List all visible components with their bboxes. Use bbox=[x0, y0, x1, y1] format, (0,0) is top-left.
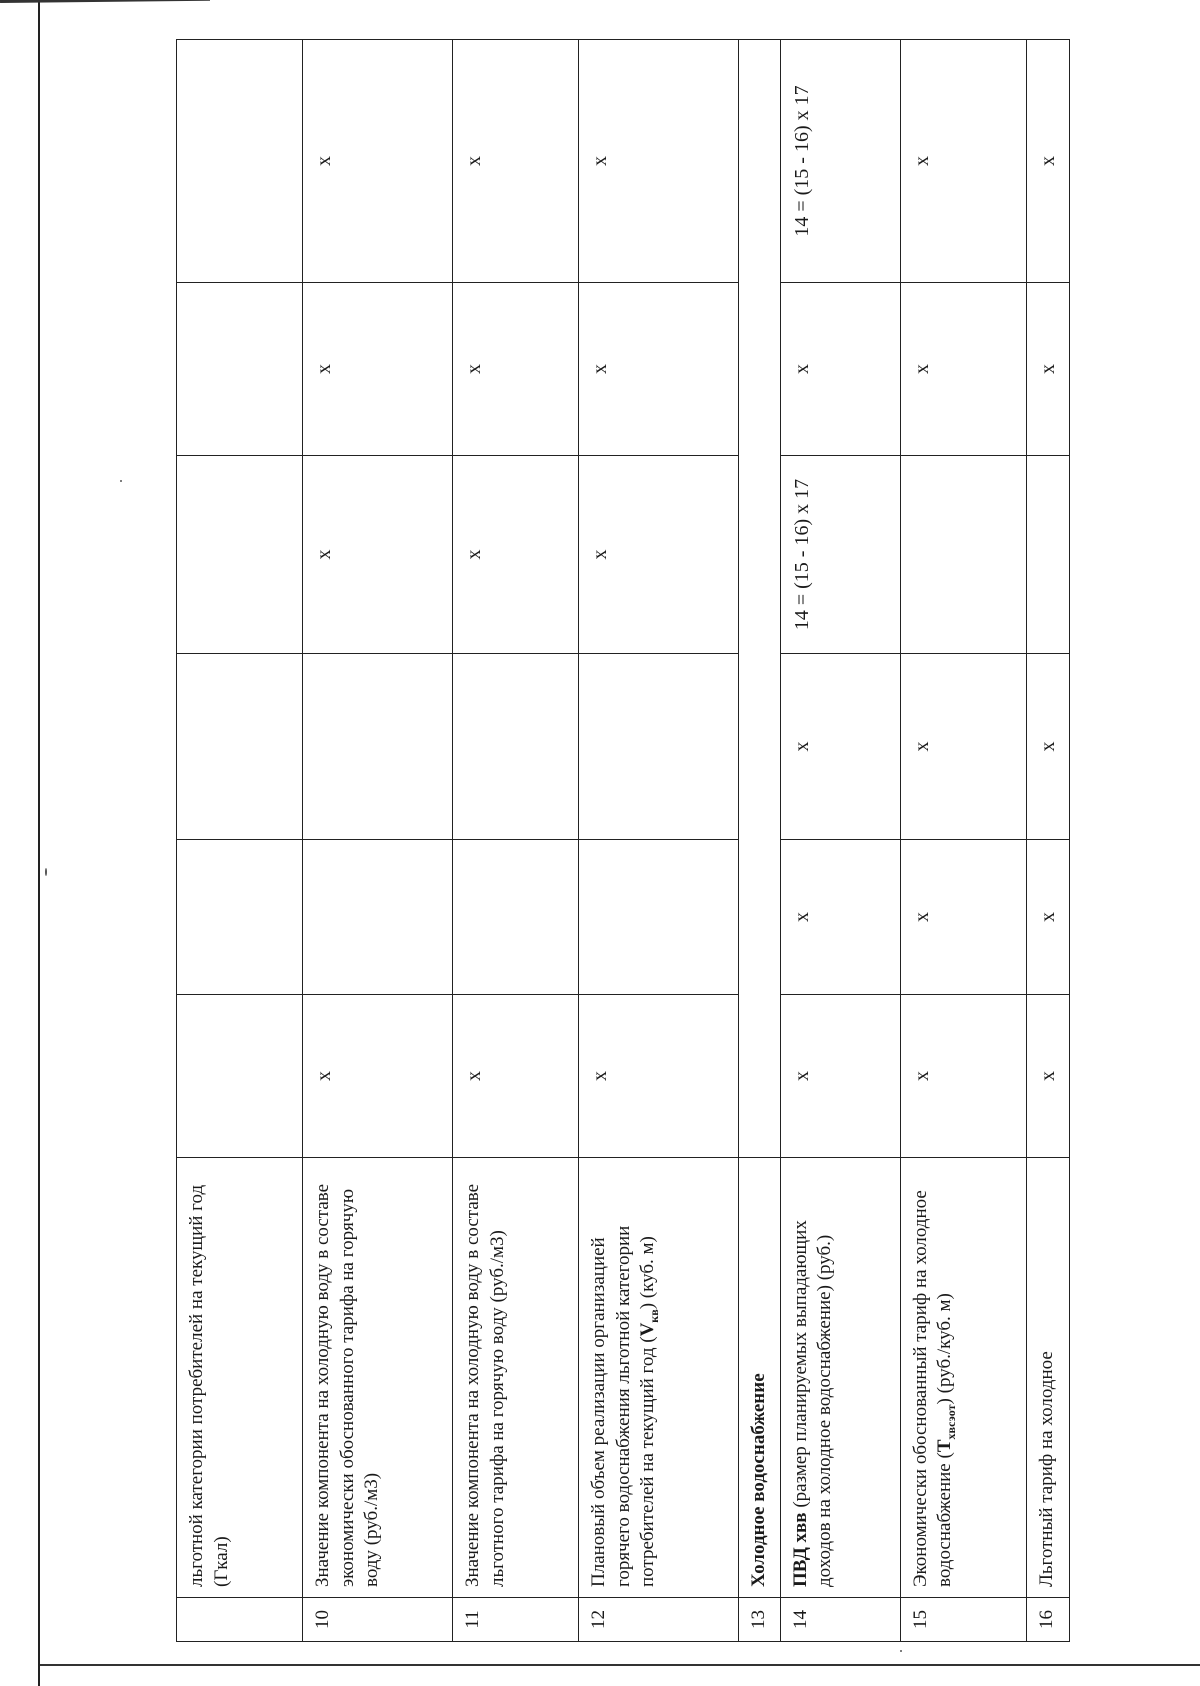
table-cell bbox=[579, 654, 739, 840]
table-cell: х bbox=[900, 654, 1026, 840]
row-description: Значение компонента на холодную воду в составе льготного тарифа на горячую воду (руб./м3) bbox=[453, 1158, 579, 1598]
table-row bbox=[900, 40, 1026, 1642]
row-number: 15 bbox=[900, 1598, 1026, 1642]
table-cell bbox=[177, 840, 303, 995]
symbol-subscript: хвсэот bbox=[944, 1404, 959, 1440]
row-number bbox=[177, 1598, 303, 1642]
table-cell bbox=[453, 840, 579, 995]
section-row bbox=[739, 40, 781, 1642]
table-cell: х bbox=[780, 995, 900, 1158]
table-cell: х bbox=[453, 995, 579, 1158]
table-cell: х bbox=[453, 40, 579, 283]
table-cell bbox=[177, 40, 303, 283]
section-title: Холодное водоснабжение bbox=[739, 1158, 781, 1598]
table-cell: х bbox=[579, 40, 739, 283]
table-cell: х bbox=[900, 840, 1026, 995]
row-number: 14 bbox=[780, 1598, 900, 1642]
table-cell: х bbox=[1026, 40, 1069, 283]
table-cell bbox=[900, 456, 1026, 654]
table-cell: х bbox=[1026, 283, 1069, 456]
symbol-bold: ПВД хвв bbox=[789, 1512, 811, 1587]
table-cell bbox=[177, 654, 303, 840]
table-cell: х bbox=[1026, 654, 1069, 840]
table-row bbox=[579, 40, 739, 1642]
table-cell: х bbox=[900, 283, 1026, 456]
table-cell bbox=[303, 840, 453, 995]
table-cell: х bbox=[453, 283, 579, 456]
table-cell: х bbox=[780, 654, 900, 840]
row-description: Льготный тариф на холодное bbox=[1026, 1158, 1069, 1598]
table-row bbox=[1026, 40, 1069, 1642]
table-row bbox=[453, 40, 579, 1642]
row-description: Значение компонента на холодную воду в составе экономически обоснованного тарифа на горячую воду (руб./м3) bbox=[303, 1158, 453, 1598]
symbol-bold: Т bbox=[934, 1439, 956, 1453]
table-cell: х bbox=[303, 283, 453, 456]
formula-cell: 14 = (15 - 16) х 17 bbox=[780, 40, 900, 283]
table-cell bbox=[1026, 456, 1069, 654]
table-cell: х bbox=[780, 840, 900, 995]
table-cell: х bbox=[1026, 995, 1069, 1158]
table-cell bbox=[177, 283, 303, 456]
table-cell: х bbox=[303, 40, 453, 283]
formula-cell: 14 = (15 - 16) х 17 bbox=[780, 456, 900, 654]
table-cell bbox=[303, 654, 453, 840]
table-cell: х bbox=[900, 995, 1026, 1158]
table-cell: х bbox=[900, 40, 1026, 283]
table-cell bbox=[177, 456, 303, 654]
row-description bbox=[780, 1158, 900, 1598]
row-number: 13 bbox=[739, 1598, 781, 1642]
table-cell: х bbox=[780, 283, 900, 456]
description-text: Плановый объем реализации организацией горячего водоснабжения льготной категории потребителей на текущий год ( bbox=[588, 1225, 659, 1587]
description-text: ) (куб. м) bbox=[637, 1236, 659, 1310]
table-cell: х bbox=[303, 995, 453, 1158]
table-cell bbox=[579, 840, 739, 995]
row-description bbox=[900, 1158, 1026, 1598]
table-cell: х bbox=[579, 283, 739, 456]
table-cell bbox=[453, 654, 579, 840]
row-number: 12 bbox=[579, 1598, 739, 1642]
row-description: льготной категории потребителей на текущий год (Гкал) bbox=[177, 1158, 303, 1598]
table-row bbox=[303, 40, 453, 1642]
table-cell: х bbox=[579, 995, 739, 1158]
table-row bbox=[780, 40, 900, 1642]
symbol-bold: V bbox=[637, 1322, 659, 1337]
tariff-table bbox=[176, 39, 1070, 1642]
description-text: Экономически обоснованный тариф на холодное водоснабжение ( bbox=[909, 1190, 956, 1587]
table-cell: х bbox=[579, 456, 739, 654]
table-row bbox=[177, 40, 303, 1642]
row-number: 16 bbox=[1026, 1598, 1069, 1642]
table-cell: х bbox=[453, 456, 579, 654]
section-gap bbox=[739, 40, 781, 1158]
row-description bbox=[579, 1158, 739, 1598]
description-text: ) (руб./куб. м) bbox=[934, 1293, 956, 1405]
table-cell: х bbox=[303, 456, 453, 654]
row-number: 10 bbox=[303, 1598, 453, 1642]
table-cell: х bbox=[1026, 840, 1069, 995]
row-number: 11 bbox=[453, 1598, 579, 1642]
table-cell bbox=[177, 995, 303, 1158]
description-text: (размер планируемых выпадающих доходов на холодное водоснабжение) (руб.) bbox=[789, 1220, 836, 1587]
symbol-subscript: кв bbox=[647, 1309, 662, 1323]
